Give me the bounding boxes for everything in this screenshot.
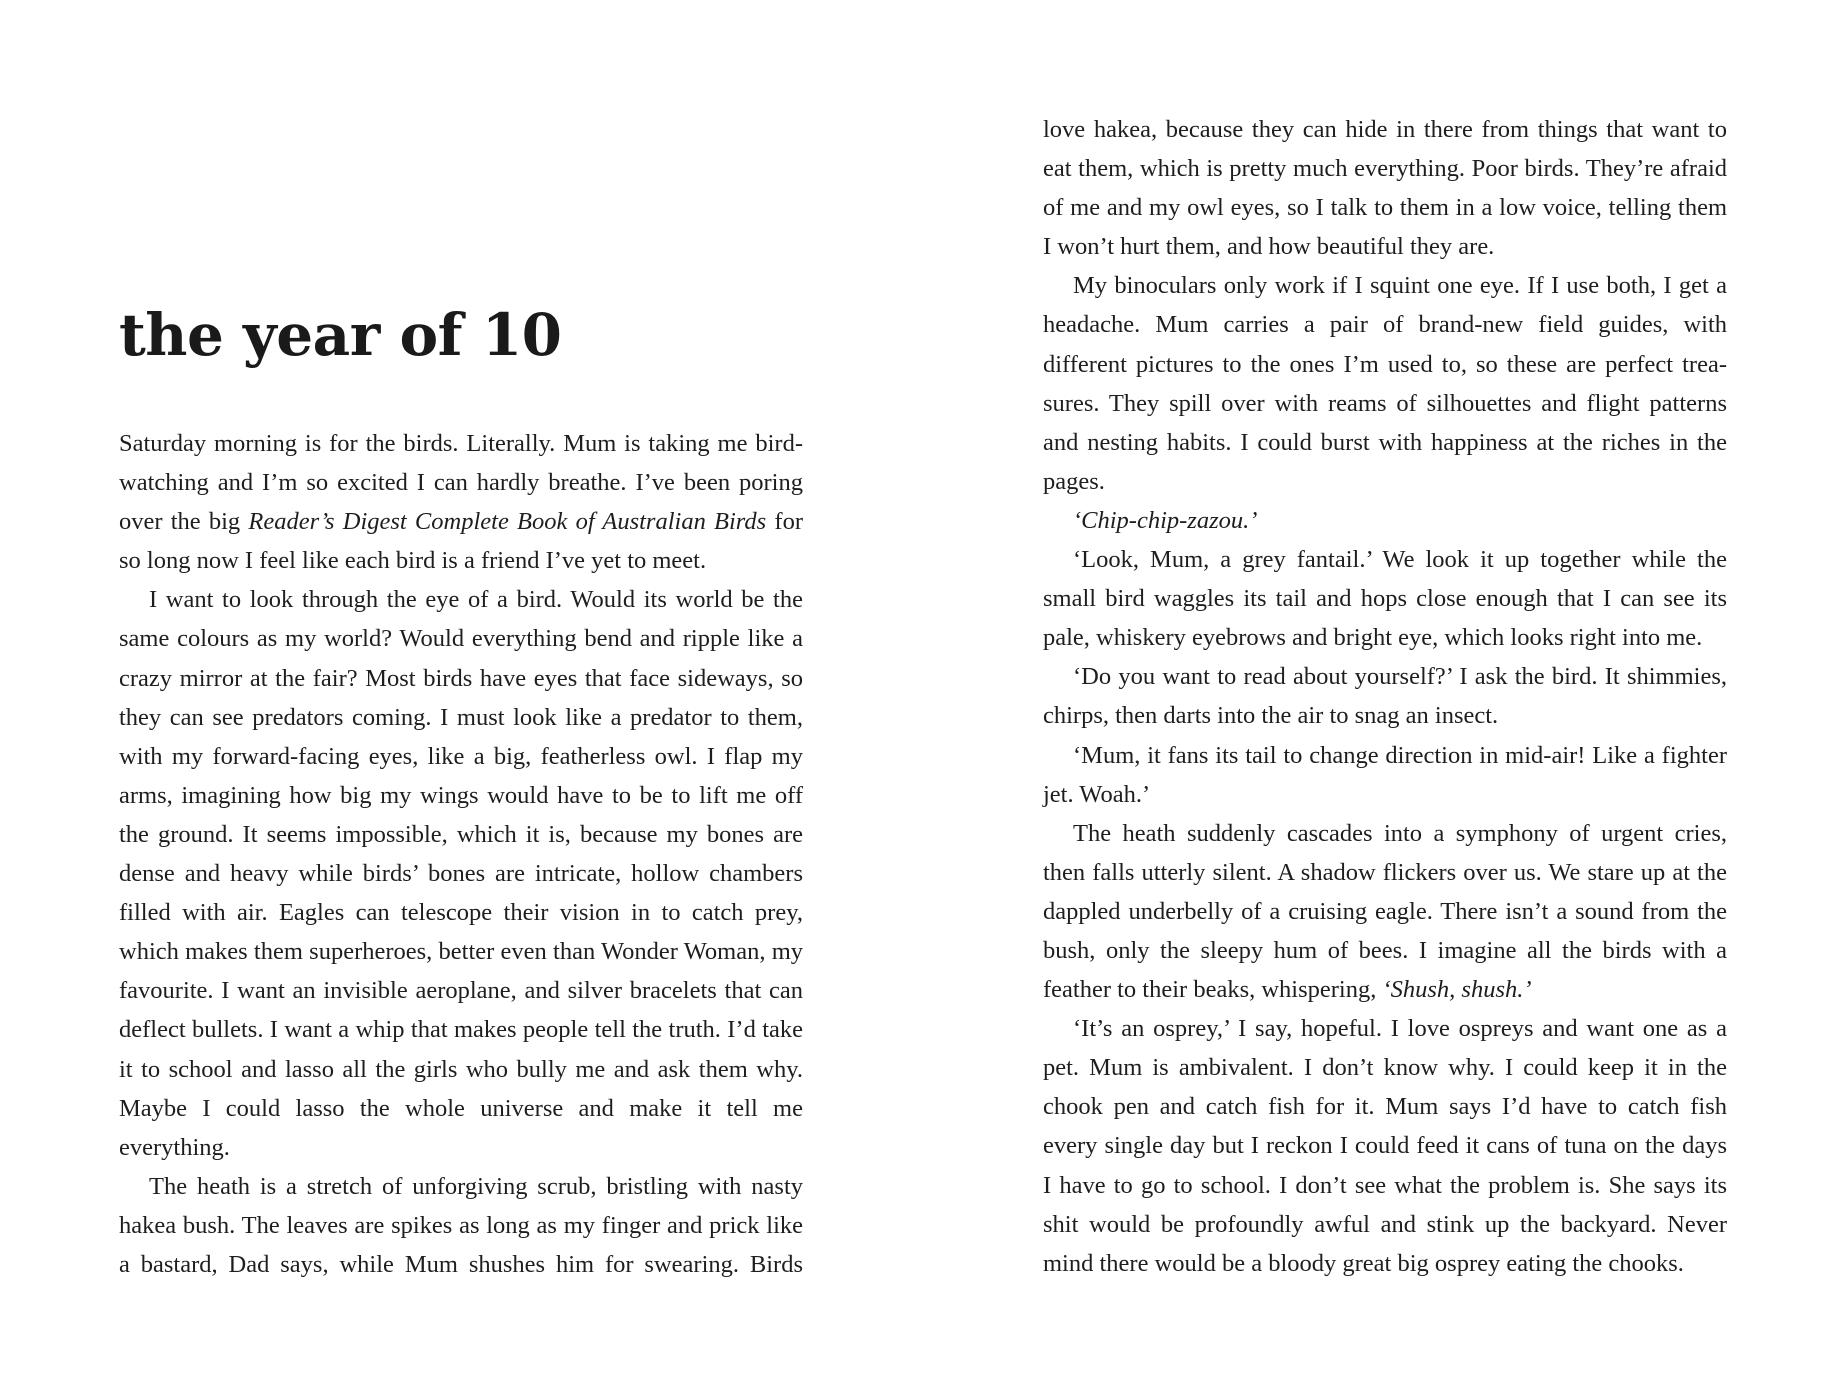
paragraph-text: Saturday morning is for the birds. Literally. Mum is taking me birdwatching and I’m so excited I can hardly breathe. I’ve been poring over the big [119, 430, 803, 536]
paragraph: ‘Do you want to read about yourself?’ I ask the bird. It shimmies, chirps, then darts into the air to snag an insect. [1043, 663, 1727, 730]
paragraph: I want to look through the eye of a bird. Would its world be the same colours as my world? Would everything bend and ripple like a crazy mirror at the fair? Most birds have eyes that face sideways, so they can see predators coming. I must look like a predator to them, with my forward-facing eyes, like a big, featherless owl. I flap my arms, imagining how big my wings would have to be to lift me off the ground. It seems impossible, which it is, because my bones are dense and heavy while birds’ bones are intricate, hollow chambers filled with air. Eagles can telescope their vision in to catch prey, which makes them superheroes, better even than Wonder Woman, my favourite. I want an invisible aeroplane, and silver bracelets that can deflect bullets. I want a whip that makes people tell the truth. I’d take it to school and lasso all the girls who bully me and ask them why. Maybe I could lasso the whole universe and make it tell me everything. [119, 586, 803, 1161]
chapter-title: the year of 10 [119, 301, 562, 369]
whisper-text: ‘Shush, shush.’ [1382, 976, 1532, 1004]
right-page [1043, 0, 1727, 1399]
paragraph: ‘Mum, it fans its tail to change direction in mid-air! Like a fighter jet. Woah.’ [1043, 741, 1727, 808]
paragraph: The heath is a stretch of unforgiving scrub, bristling with nasty hakea bush. The leaves are spikes as long as my finger and prick like a bastard, Dad says, while Mum shushes him for swearing. Birds [119, 1172, 803, 1278]
birdcall-text: ‘Chip-chip-zazou.’ [1073, 506, 1258, 534]
left-page [119, 0, 803, 1399]
paragraph [1043, 814, 1727, 1009]
paragraph: love hakea, because they can hide in there from things that want to eat them, which is pretty much everything. Poor birds. They’re afraid of me and my owl eyes, so I talk to them in a low voice, telling them I won’t hurt them, and how beautiful they are. [1043, 116, 1727, 261]
book-title: Reader’s Digest Complete Book of Australian Birds [248, 508, 767, 536]
paragraph [1043, 501, 1727, 540]
paragraph: My binoculars only work if I squint one eye. If I use both, I get a headache. Mum carries a pair of brand-new field guides, with different pictures to the ones I’m used to, so these are perfect treasures. They spill over with reams of silhouettes and flight patterns and nesting habits. I could burst with happiness at the riches in the pages. [1043, 272, 1727, 495]
paragraph: ‘It’s an osprey,’ I say, hopeful. I love ospreys and want one as a pet. Mum is ambivalent. I don’t know why. I could keep it in the chook pen and catch fish for it. Mum says I’d have to catch fish every single day but I reckon I could feed it cans of tuna on the days I have to go to school. I don’t see what the problem is. She says its shit would be profoundly awful and stink up the backyard. Never mind there would be a bloody great big osprey eating the chooks. [1043, 1015, 1727, 1277]
paragraph-text: The heath suddenly cascades into a symphony of urgent cries, then falls utterly silent. A shadow flickers over us. We stare up at the dappled underbelly of a cruising eagle. There isn’t a sound from the bush, only the sleepy hum of bees. I imagine all the birds with a feather to their beaks, whispering, [1043, 819, 1727, 1004]
paragraph: ‘Look, Mum, a grey fantail.’ We look it up together while the small bird waggles its tail and hops close enough that I can see its pale, whiskery eyebrows and bright eye, which looks right into me. [1043, 546, 1727, 652]
paragraph-text: for so long now I feel like each bird is a friend I’ve yet to meet. [119, 508, 803, 575]
paragraph [119, 424, 803, 580]
right-page-body [1043, 110, 1727, 1283]
left-page-body [119, 424, 803, 1284]
